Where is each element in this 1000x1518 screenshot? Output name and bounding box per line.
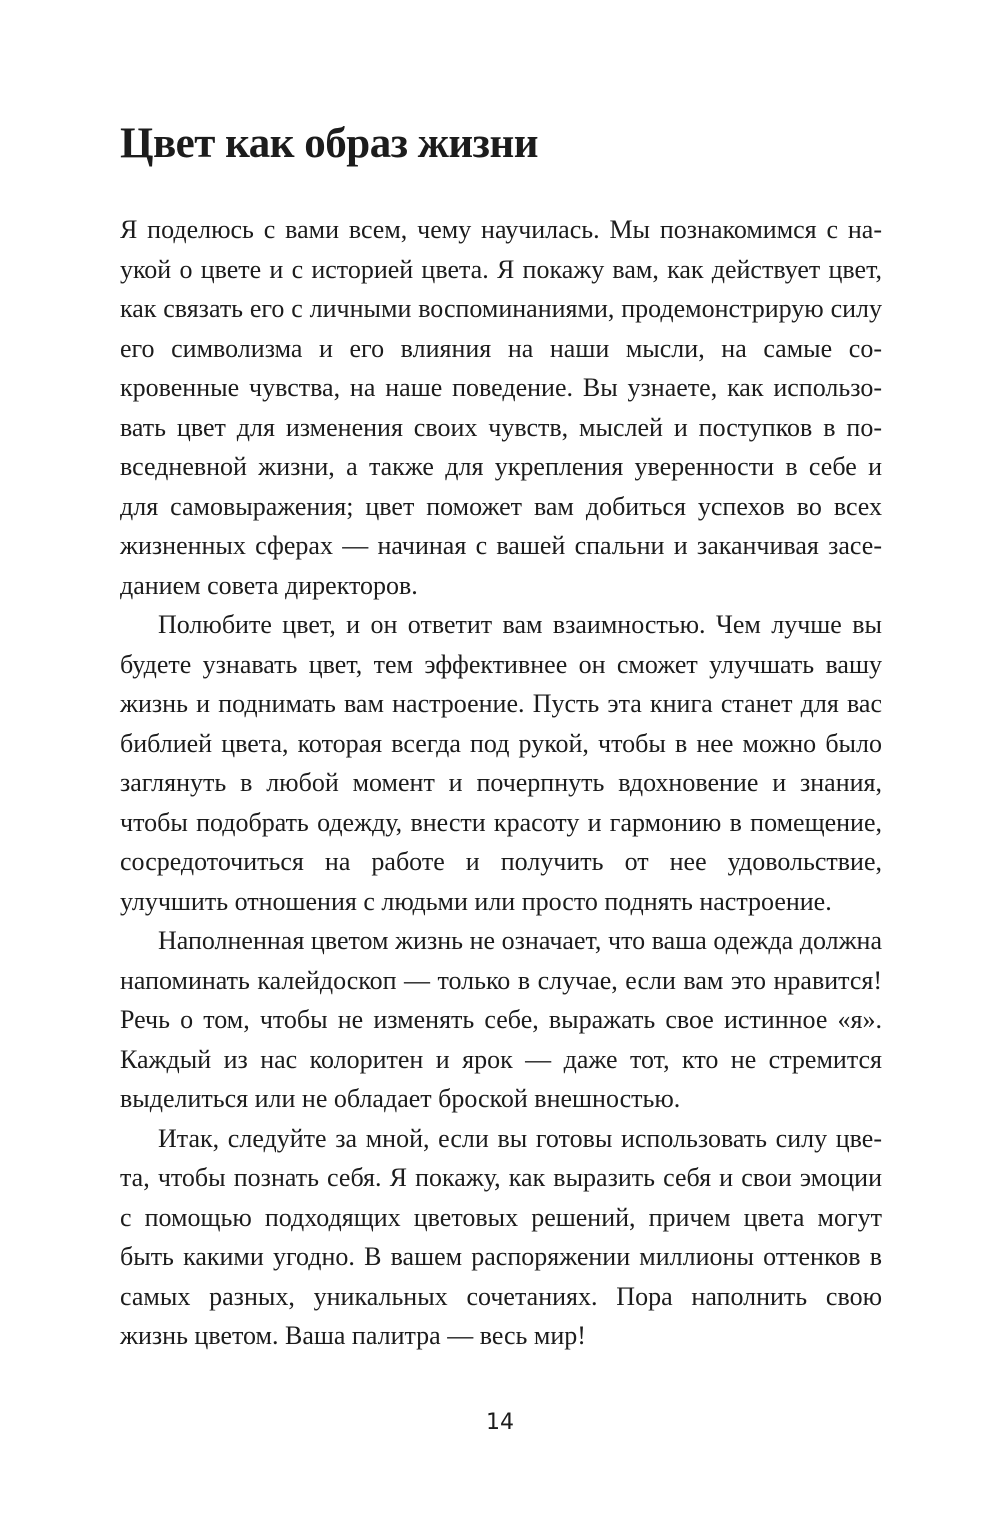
body-text [120,210,882,1356]
paragraph-3: Наполненная цветом жизнь не означает, что ваша одежда должна напоминать калейдоскоп — только в случае, если вам это нравится! Речь о том, чтобы не изменять себе, выражать свое истинное «я». Каждый из нас колоритен и ярок — даже тот, кто не стремится выделиться или не обладает броской внешностью. [120,926,882,1113]
page-number: 14 [486,1410,514,1435]
page-title: Цвет как образ жизни [120,120,539,167]
paragraph-4: Итак, следуйте за мной, если вы готовы использовать силу цвета, чтобы познать себя. Я покажу, как выразить себя и свои эмоции с помощью подходящих цветовых решений, причем цвета могут быть какими угодно. В вашем распоряжении миллионы оттенков в самых разных, уникальных сочетаниях. Пора наполнить свою жизнь цветом. Ваша палитра — весь мир! [120,1123,882,1350]
paragraph-1: Я поделюсь с вами всем, чему научилась. Мы познакомимся с наукой о цвете и с историей цвета. Я покажу вам, как действует цвет, как связать его с личными воспоминаниями, продемонстрирую силу его символизма и его влияния на наши мысли, на самые сокровенные чувства, на наше поведение. Вы узнаете, как использовать цвет для изменения своих чувств, мыслей и поступков в повседневной жизни, а также для укрепления уверенности в себе и для самовыражения; цвет поможет вам добиться успехов во всех жизненных сферах — начиная с вашей спальни и заканчивая заседанием совета директоров. [120,215,882,600]
paragraph-2: Полюбите цвет, и он ответит вам взаимностью. Чем лучше вы будете узнавать цвет, тем эффективнее он сможет улучшать вашу жизнь и поднимать вам настроение. Пусть эта книга станет для вас библией цвета, которая всегда под рукой, чтобы в нее можно было заглянуть в любой момент и почерпнуть вдохновение и знания, чтобы подобрать одежду, внести красоту и гармонию в помещение, сосредоточиться на работе и получить от нее удовольствие, улучшить отношения с людьми или просто поднять настроение. [120,610,882,916]
